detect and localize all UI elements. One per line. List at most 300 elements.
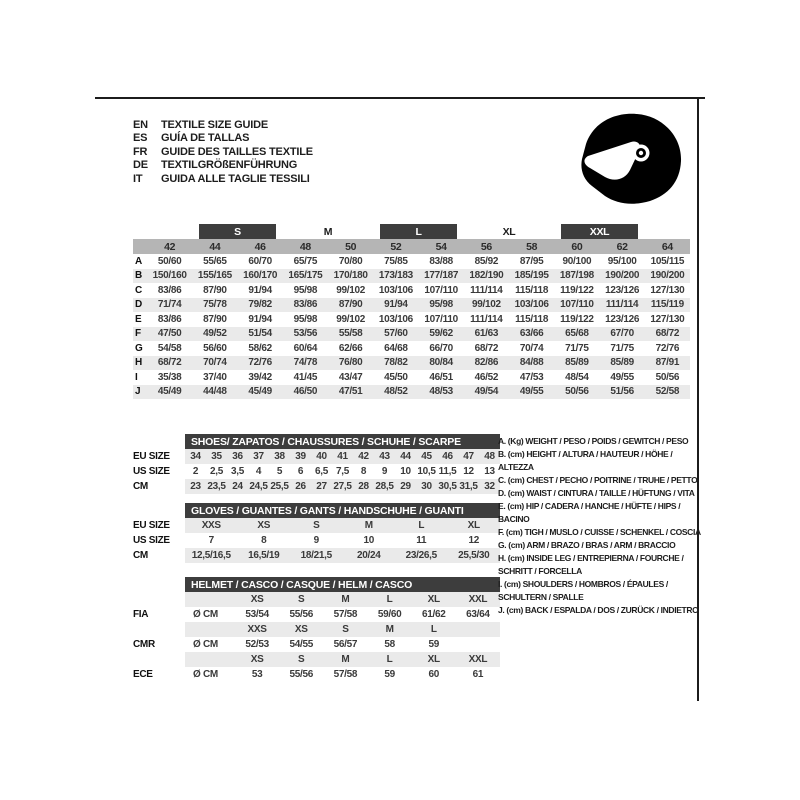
value-cell: 30 — [421, 481, 432, 492]
value-cell: 61 — [472, 669, 484, 680]
helmet-value-row — [133, 607, 500, 622]
value-cell: 57/58 — [333, 669, 358, 680]
measure-cell: 52/58 — [655, 386, 680, 398]
diameter-label: Ø CM — [193, 639, 218, 650]
value-cell: 52/53 — [245, 639, 269, 650]
measure-cell: 185/195 — [514, 270, 549, 282]
value-cell: 29 — [400, 481, 411, 492]
value-cell: 23/26,5 — [405, 550, 437, 561]
helmet-sizes — [185, 622, 500, 637]
value-cell: 46 — [442, 451, 453, 462]
value-cell: 11,5 — [438, 466, 457, 477]
row-values — [185, 533, 500, 548]
value-cell: 32 — [484, 481, 495, 492]
value-cell: 8 — [360, 466, 367, 477]
homologation-label: ECE — [133, 669, 153, 680]
measure-cell: 45/49 — [248, 386, 272, 398]
textile-size-table — [133, 224, 690, 399]
measure-letter: F — [135, 328, 141, 340]
measure-cell: 65/68 — [565, 328, 589, 340]
value-cell: 6 — [297, 466, 304, 477]
value-cell: 38 — [274, 451, 285, 462]
measure-cell: 56/60 — [203, 342, 227, 354]
measure-cell: 74/78 — [293, 357, 318, 369]
measure-cell: 82/86 — [474, 357, 499, 369]
value-cell: 10 — [363, 535, 375, 546]
size-row — [133, 533, 500, 548]
value-cell: XS — [257, 520, 271, 531]
value-cell: 34 — [190, 451, 201, 462]
size-number-cell: 44 — [209, 240, 221, 253]
measure-cell: 64/68 — [384, 342, 408, 354]
value-cell: 40 — [316, 451, 327, 462]
measure-cell: 76/80 — [338, 357, 363, 369]
measure-cell: 190/200 — [605, 270, 640, 282]
value-cell: 25,5/30 — [458, 550, 490, 561]
value-cell: 56/57 — [333, 639, 358, 650]
measure-cell: 70/74 — [203, 357, 227, 369]
size-label-cell: L — [430, 624, 437, 635]
value-cell: 3,5 — [230, 466, 244, 477]
measure-cell: 91/94 — [248, 313, 272, 325]
value-cell: 60 — [428, 669, 439, 680]
legend-item: B. (cm) HEIGHT / ALTURA / HAUTEUR / HÖHE / ALTEZZA — [498, 449, 673, 472]
measure-cell: 55/65 — [203, 255, 227, 267]
measure-cell: 72/76 — [655, 342, 680, 354]
value-cell: XXS — [201, 520, 221, 531]
legend-item: J. (cm) BACK / ESPALDA / DOS / ZURÜCK / INDIETRO — [498, 605, 699, 615]
helmet-values — [185, 637, 500, 652]
value-cell: 59/60 — [377, 609, 402, 620]
helmet-size-row — [133, 592, 500, 607]
measure-letter: A — [135, 255, 142, 267]
size-group-label: XXL — [561, 224, 638, 239]
measure-cell: 50/56 — [655, 371, 680, 383]
measure-cell: 60/70 — [248, 255, 272, 267]
measure-cell: 91/94 — [384, 299, 408, 311]
measure-cell: 49/54 — [474, 386, 499, 398]
diameter-label: Ø CM — [193, 609, 218, 620]
measure-cell: 35/38 — [157, 371, 182, 383]
size-label-cell: XS — [294, 624, 308, 635]
value-cell: 2,5 — [209, 466, 223, 477]
language-code: EN — [133, 119, 148, 131]
legend-item: H. (cm) INSIDE LEG / ENTREPIERNA / FOURCHE / SCHRITT / FORCELLA — [498, 553, 684, 576]
value-cell: 4 — [255, 466, 262, 477]
helmet-values — [185, 667, 500, 682]
measure-cell: 63/66 — [519, 328, 544, 340]
measure-row — [133, 298, 690, 313]
measure-cell: 111/114 — [470, 284, 503, 296]
value-cell: 28 — [358, 481, 369, 492]
helmet-value-row — [133, 667, 500, 682]
measure-row — [133, 341, 690, 356]
value-cell: 20/24 — [356, 550, 381, 561]
measure-cell: 177/187 — [424, 270, 459, 282]
legend-item: A. (Kg) WEIGHT / PESO / POIDS / GEWITCH / PESO — [498, 436, 689, 446]
measure-cell: 107/110 — [424, 284, 458, 296]
measure-row — [133, 385, 690, 400]
measure-cell: 83/88 — [429, 255, 453, 267]
size-number-cell: 64 — [661, 240, 673, 253]
size-row — [133, 479, 500, 494]
value-cell: 25,5 — [270, 481, 289, 492]
row-label: EU SIZE — [133, 451, 170, 462]
guide-title: TEXTILE SIZE GUIDE — [161, 119, 269, 131]
measure-cell: 66/70 — [429, 342, 453, 354]
size-number-cell: 48 — [299, 240, 311, 253]
size-number-cell: 54 — [435, 240, 447, 253]
value-cell: 7,5 — [335, 466, 349, 477]
full-face-helmet-icon — [577, 111, 687, 207]
measure-cell: 68/72 — [474, 342, 499, 354]
measure-cell: 87/90 — [203, 284, 227, 296]
value-cell: 45 — [421, 451, 432, 462]
measure-cell: 49/55 — [610, 371, 634, 383]
measure-cell: 53/56 — [293, 328, 318, 340]
measure-cell: 68/72 — [157, 357, 182, 369]
legend-item: D. (cm) WAIST / CINTURA / TAILLE / HÜFTUNG / VITA — [498, 488, 695, 498]
value-cell: 23 — [190, 481, 201, 492]
value-cell: 44 — [400, 451, 411, 462]
measure-cell: 71/75 — [565, 342, 589, 354]
measure-cell: 46/50 — [293, 386, 318, 398]
measure-cell: 107/110 — [560, 299, 594, 311]
measure-cell: 45/49 — [157, 386, 182, 398]
measure-cell: 87/95 — [519, 255, 544, 267]
size-group-label: L — [380, 224, 457, 239]
guide-title: GUIDE DES TAILLES TEXTILE — [161, 145, 313, 158]
value-cell: 28,5 — [375, 481, 394, 492]
measure-cell: 41/45 — [293, 371, 318, 383]
measure-cell: 85/89 — [610, 357, 634, 369]
value-cell: 10 — [400, 466, 411, 477]
measure-cell: 71/75 — [610, 342, 634, 354]
measure-cell: 115/118 — [515, 313, 549, 325]
measure-cell: 70/80 — [338, 255, 363, 267]
measure-cell: 57/60 — [384, 328, 408, 340]
measure-cell: 68/72 — [655, 328, 680, 340]
size-group-label: S — [199, 224, 276, 239]
value-cell: 26 — [295, 481, 306, 492]
value-cell: 30,5 — [438, 481, 457, 492]
measure-row — [133, 312, 690, 327]
size-label-cell: XL — [427, 594, 440, 605]
value-cell: 8 — [261, 535, 267, 546]
value-cell: 63/64 — [466, 609, 490, 620]
size-number-row — [133, 239, 690, 254]
value-cell: 59 — [428, 639, 439, 650]
spacer — [133, 592, 185, 607]
measure-cell: 99/102 — [471, 299, 501, 311]
measure-cell: 65/75 — [293, 255, 318, 267]
language-title-list — [133, 119, 313, 186]
measure-cell: 111/114 — [470, 313, 503, 325]
helmet-sizes — [185, 592, 500, 607]
measure-cell: 99/102 — [336, 313, 366, 325]
measure-cell: 72/76 — [248, 357, 272, 369]
measure-cell: 54/58 — [157, 342, 182, 354]
row-label: CM — [133, 550, 148, 561]
language-code: FR — [133, 145, 148, 158]
measure-cell: 95/98 — [293, 313, 318, 325]
measure-cell: 78/82 — [384, 357, 408, 369]
value-cell: L — [418, 520, 425, 531]
shoes-size-table — [133, 434, 500, 494]
measure-cell: 119/122 — [560, 284, 594, 296]
measure-row — [133, 327, 690, 342]
measure-cell: 170/180 — [333, 270, 368, 282]
measure-cell: 160/170 — [243, 270, 278, 282]
value-cell: 12,5/16,5 — [191, 550, 231, 561]
value-cell: 41 — [337, 451, 348, 462]
legend-item: E. (cm) HIP / CADERA / HANCHE / HÜFTE / HIPS / BACINO — [498, 501, 681, 524]
value-cell: 42 — [358, 451, 369, 462]
spacer — [133, 652, 185, 667]
measure-row — [133, 356, 690, 371]
value-cell: 58 — [384, 639, 395, 650]
size-label-cell: XXL — [468, 594, 488, 605]
measure-row — [133, 283, 690, 298]
measure-cell: 87/90 — [203, 313, 227, 325]
size-label-cell: XS — [250, 594, 264, 605]
measure-cell: 95/98 — [293, 284, 318, 296]
language-row — [133, 159, 313, 172]
size-row — [133, 548, 500, 563]
size-label-cell: S — [298, 654, 305, 665]
measure-letter: G — [135, 342, 143, 354]
measure-cell: 46/51 — [429, 371, 453, 383]
value-cell: 37 — [253, 451, 264, 462]
row-label: CM — [133, 481, 148, 492]
measure-cell: 123/126 — [605, 284, 640, 296]
measure-cell: 115/119 — [650, 299, 684, 311]
value-cell: 24 — [232, 481, 243, 492]
row-label: EU SIZE — [133, 520, 170, 531]
language-code: DE — [133, 159, 148, 172]
measure-cell: 58/62 — [248, 342, 272, 354]
size-number-cell: 50 — [345, 240, 357, 253]
row-values — [185, 479, 500, 494]
value-cell: 2 — [192, 466, 199, 477]
value-cell: 61/62 — [421, 609, 446, 620]
value-cell: 55/56 — [289, 609, 313, 620]
measure-cell: 190/200 — [650, 270, 685, 282]
measure-letter: C — [135, 284, 142, 296]
size-group-label: M — [323, 225, 333, 238]
measure-cell: 83/86 — [157, 313, 182, 325]
measure-letter: B — [135, 270, 142, 282]
size-label-cell: XL — [427, 654, 440, 665]
measure-cell: 37/40 — [203, 371, 227, 383]
value-cell: 48 — [484, 451, 495, 462]
measure-cell: 127/130 — [650, 313, 685, 325]
size-number-cell: 56 — [480, 240, 492, 253]
homologation-label: FIA — [133, 609, 149, 620]
row-values — [185, 548, 500, 563]
measure-cell: 50/56 — [565, 386, 589, 398]
size-number-cell: 60 — [571, 240, 583, 253]
value-cell: 24,5 — [249, 481, 268, 492]
value-cell: 35 — [211, 451, 222, 462]
language-code: ES — [133, 132, 148, 145]
measure-cell: 75/85 — [384, 255, 408, 267]
measure-cell: 45/50 — [384, 371, 408, 383]
measure-row — [133, 370, 690, 385]
value-cell: 47 — [463, 451, 474, 462]
measure-letter: J — [135, 386, 141, 398]
measure-cell: 59/62 — [429, 328, 453, 340]
measure-cell: 123/126 — [605, 313, 640, 325]
size-number-cell: 58 — [526, 240, 538, 253]
measure-cell: 47/50 — [157, 328, 182, 340]
value-cell: 23,5 — [207, 481, 226, 492]
guide-title: TEXTILGRÖßENFÜHRUNG — [161, 159, 298, 172]
measure-cell: 103/106 — [378, 313, 413, 325]
measure-cell: 79/82 — [248, 299, 272, 311]
measure-cell: 127/130 — [650, 284, 685, 296]
measure-cell: 71/74 — [157, 299, 182, 311]
language-row — [133, 119, 313, 132]
size-label-cell: XXS — [247, 624, 267, 635]
measure-cell: 99/102 — [336, 284, 366, 296]
measure-cell: 67/70 — [610, 328, 634, 340]
measure-cell: 49/55 — [519, 386, 544, 398]
row-values — [185, 464, 500, 479]
measure-cell: 49/52 — [203, 328, 227, 340]
measure-cell: 75/78 — [203, 299, 227, 311]
measure-cell: 51/56 — [610, 386, 634, 398]
value-cell: 54/55 — [289, 639, 313, 650]
measure-cell: 47/53 — [519, 371, 544, 383]
helmet-sizes — [185, 652, 500, 667]
value-cell: 18/21,5 — [300, 550, 332, 561]
measure-letter: H — [135, 357, 142, 369]
size-group-header-row — [133, 224, 690, 239]
value-cell: 7 — [208, 535, 214, 546]
measure-cell: 95/98 — [429, 299, 453, 311]
value-cell: 39 — [295, 451, 306, 462]
measure-cell: 47/51 — [338, 386, 363, 398]
value-cell: 9 — [381, 466, 388, 477]
legend-item: I. (cm) SHOULDERS / HOMBROS / ÉPAULES / SCHULTERN / SPALLE — [498, 579, 668, 602]
measure-cell: 80/84 — [429, 357, 453, 369]
value-cell: 53 — [251, 669, 263, 680]
measure-cell: 85/92 — [474, 255, 499, 267]
value-cell: 27,5 — [333, 481, 352, 492]
top-border-line — [95, 97, 705, 99]
value-cell: 36 — [232, 451, 243, 462]
value-cell: 5 — [276, 466, 283, 477]
measure-letter: I — [135, 371, 138, 383]
language-row — [133, 146, 313, 159]
size-number-cell: 46 — [254, 240, 266, 253]
measure-cell: 48/54 — [565, 371, 589, 383]
size-row — [133, 464, 500, 479]
measure-cell: 187/198 — [559, 270, 594, 282]
helmet-size-table — [133, 577, 500, 682]
size-label-cell: M — [341, 594, 350, 605]
helmet-value-row — [133, 637, 500, 652]
measure-cell: 60/64 — [293, 342, 318, 354]
measure-cell: 105/115 — [650, 255, 685, 267]
measure-letter: D — [135, 299, 142, 311]
legend-item: G. (cm) ARM / BRAZO / BRAS / ARM / BRACCIO — [498, 540, 676, 550]
spacer — [133, 622, 185, 637]
legend-item: C. (cm) CHEST / PECHO / POITRINE / TRUHE / PETTO — [498, 475, 698, 485]
size-label-cell: M — [385, 624, 394, 635]
measure-cell: 155/165 — [197, 270, 232, 282]
guide-title: GUIDA ALLE TAGLIE TESSILI — [161, 172, 310, 185]
size-label-cell: M — [341, 654, 350, 665]
value-cell: 10,5 — [417, 466, 436, 477]
measure-row — [133, 254, 690, 269]
guide-title: GUÍA DE TALLAS — [161, 132, 250, 145]
measure-cell: 115/118 — [515, 284, 549, 296]
value-cell: 12 — [463, 466, 474, 477]
value-cell: 57/58 — [333, 609, 358, 620]
measure-cell: 90/100 — [562, 255, 592, 267]
gloves-table-title: GLOVES / GUANTES / GANTS / HANDSCHUHE / GUANTI — [185, 503, 500, 518]
size-group-label: XL — [502, 225, 516, 238]
measure-cell: 103/106 — [378, 284, 413, 296]
measure-cell: 70/74 — [519, 342, 544, 354]
value-cell: 9 — [313, 535, 319, 546]
value-cell: 43 — [379, 451, 390, 462]
size-label-cell: L — [386, 654, 393, 665]
gloves-size-table — [133, 503, 500, 563]
gloves-table-rows — [133, 518, 500, 563]
measure-cell: 85/89 — [565, 357, 589, 369]
language-row — [133, 132, 313, 145]
measure-cell: 91/94 — [248, 284, 272, 296]
measure-cell: 83/86 — [157, 284, 182, 296]
value-cell: 27 — [316, 481, 327, 492]
measure-letter: E — [135, 313, 142, 325]
value-cell: 12 — [468, 535, 480, 546]
value-cell: 11 — [416, 535, 427, 546]
measure-cell: 87/91 — [655, 357, 680, 369]
measure-cell: 46/52 — [474, 371, 499, 383]
value-cell: 53/54 — [245, 609, 269, 620]
size-row — [133, 449, 500, 464]
measure-cell: 84/88 — [519, 357, 544, 369]
measure-cell: 83/86 — [293, 299, 318, 311]
size-row — [133, 518, 500, 533]
value-cell: 16,5/19 — [248, 550, 280, 561]
measure-cell: 95/100 — [607, 255, 637, 267]
legend-item: F. (cm) TIGH / MUSLO / CUISSE / SCHENKEL / COSCIA — [498, 527, 701, 537]
language-row — [133, 173, 313, 186]
measure-cell: 150/160 — [152, 270, 187, 282]
measure-cell: 87/90 — [338, 299, 363, 311]
helmet-table-rows — [133, 592, 500, 682]
helmet-values — [185, 607, 500, 622]
helmet-size-row — [133, 652, 500, 667]
value-cell: 13 — [484, 466, 495, 477]
measure-cell: 62/66 — [338, 342, 363, 354]
measure-cell: 107/110 — [424, 313, 458, 325]
value-cell: XL — [467, 520, 480, 531]
measure-cell: 51/54 — [248, 328, 272, 340]
measure-row — [133, 269, 690, 284]
helmet-size-row — [133, 622, 500, 637]
value-cell: M — [364, 520, 373, 531]
measure-cell: 61/63 — [474, 328, 499, 340]
size-label-cell: XXL — [468, 654, 488, 665]
measure-cell: 55/58 — [338, 328, 363, 340]
language-code: IT — [133, 172, 143, 185]
